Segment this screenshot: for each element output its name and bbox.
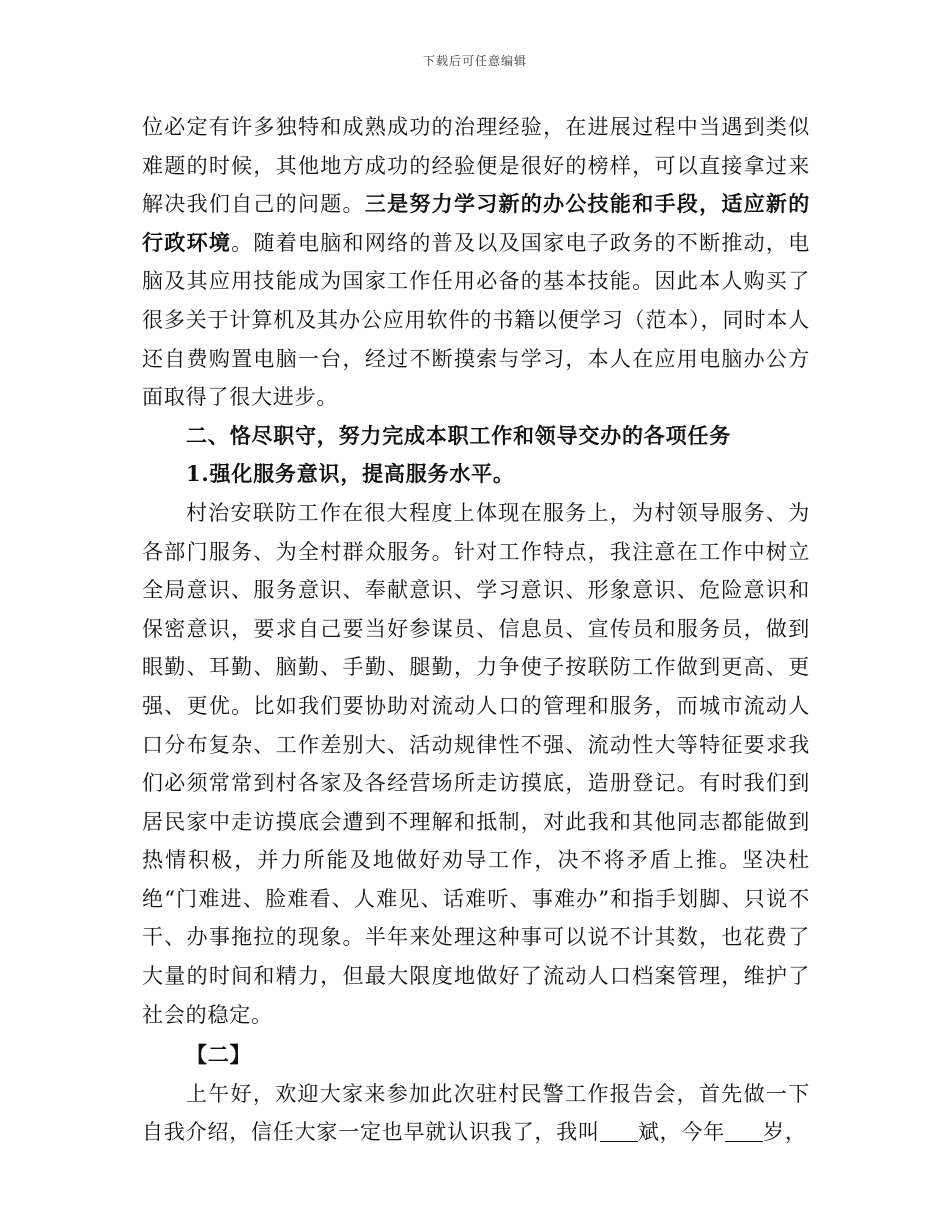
page-header: 下载后可任意编辑 bbox=[422, 54, 527, 68]
paragraph-3-text-a: 上午好，欢迎大家来参加此次驻村民警工作报告会，首先做一下自我介绍，信任大家一定也早就认识我了，我叫 bbox=[142, 1081, 810, 1145]
paragraph-3-text-b: 斌，今年 bbox=[637, 1120, 726, 1145]
subsection-heading-1: 1.强化服务意识，提高服务水平。 bbox=[186, 461, 515, 487]
paragraph-3-text-c: 岁， bbox=[763, 1120, 807, 1145]
paragraph-1-text-b: 。随着电脑和网络的普及以及国家电子政务的不断推动，电脑及其应用技能成为国家工作任用必备的基本技能。因此本人购买了很多关于计算机及其办公应用软件的书籍以便学习（范本），同时本人还自费购置电脑一台，经过不断摸索与学习，本人在应用电脑办公方面取得了很大进步。 bbox=[142, 230, 810, 410]
paragraph-1-bold: 三是努力学习新的办公技能和手段，适应新的行政环境 bbox=[142, 191, 810, 255]
section-mark: 【二】 bbox=[186, 1042, 252, 1068]
age-blank bbox=[725, 1120, 763, 1142]
section-heading-2: 二、恪尽职守，努力完成本职工作和领导交办的各项任务 bbox=[186, 422, 731, 448]
document-body bbox=[142, 108, 810, 1152]
paragraph-2: 村治安联防工作在很大程度上体现在服务上，为村领导服务、为各部门服务、为全村群众服务。针对工作特点，我注意在工作中树立全局意识、服务意识、奉献意识、学习意识、形象意识、危险意识和保密意识，要求自己要当好参谋员、信息员、宣传员和服务员，做到眼勤、耳勤、脑勤、手勤、腿勤，力争使子按联防工作做到更高、更强、更优。比如我们要协助对流动人口的管理和服务，而城市流动人口分布复杂、工作差别大、活动规律性不强、流动性大等特征要求我们必须常常到村各家及各经营场所走访摸底，造册登记。有时我们到居民家中走访摸底会遭到不理解和抵制，对此我和其他同志都能做到热情积极，并力所能及地做好劝导工作，决不将矛盾上推。坚决杜绝“门难进、脸难看、人难见、话难听、事难办”和指手划脚、只说不干、办事拖拉的现象。半年来处理这种事可以说不计其数，也花费了大量的时间和精力，但最大限度地做好了流动人口档案管理，维护了社会的稳定。 bbox=[142, 500, 810, 1027]
paragraph-3 bbox=[142, 1075, 810, 1152]
paragraph-1 bbox=[142, 108, 810, 417]
name-blank bbox=[600, 1120, 638, 1142]
paragraph-1-text-a: 位必定有许多独特和成熟成功的治理经验，在进展过程中当遇到类似难题的时候，其他地方成功的经验便是很好的榜样，可以直接拿过来解决我们自己的问题。 bbox=[142, 115, 810, 217]
